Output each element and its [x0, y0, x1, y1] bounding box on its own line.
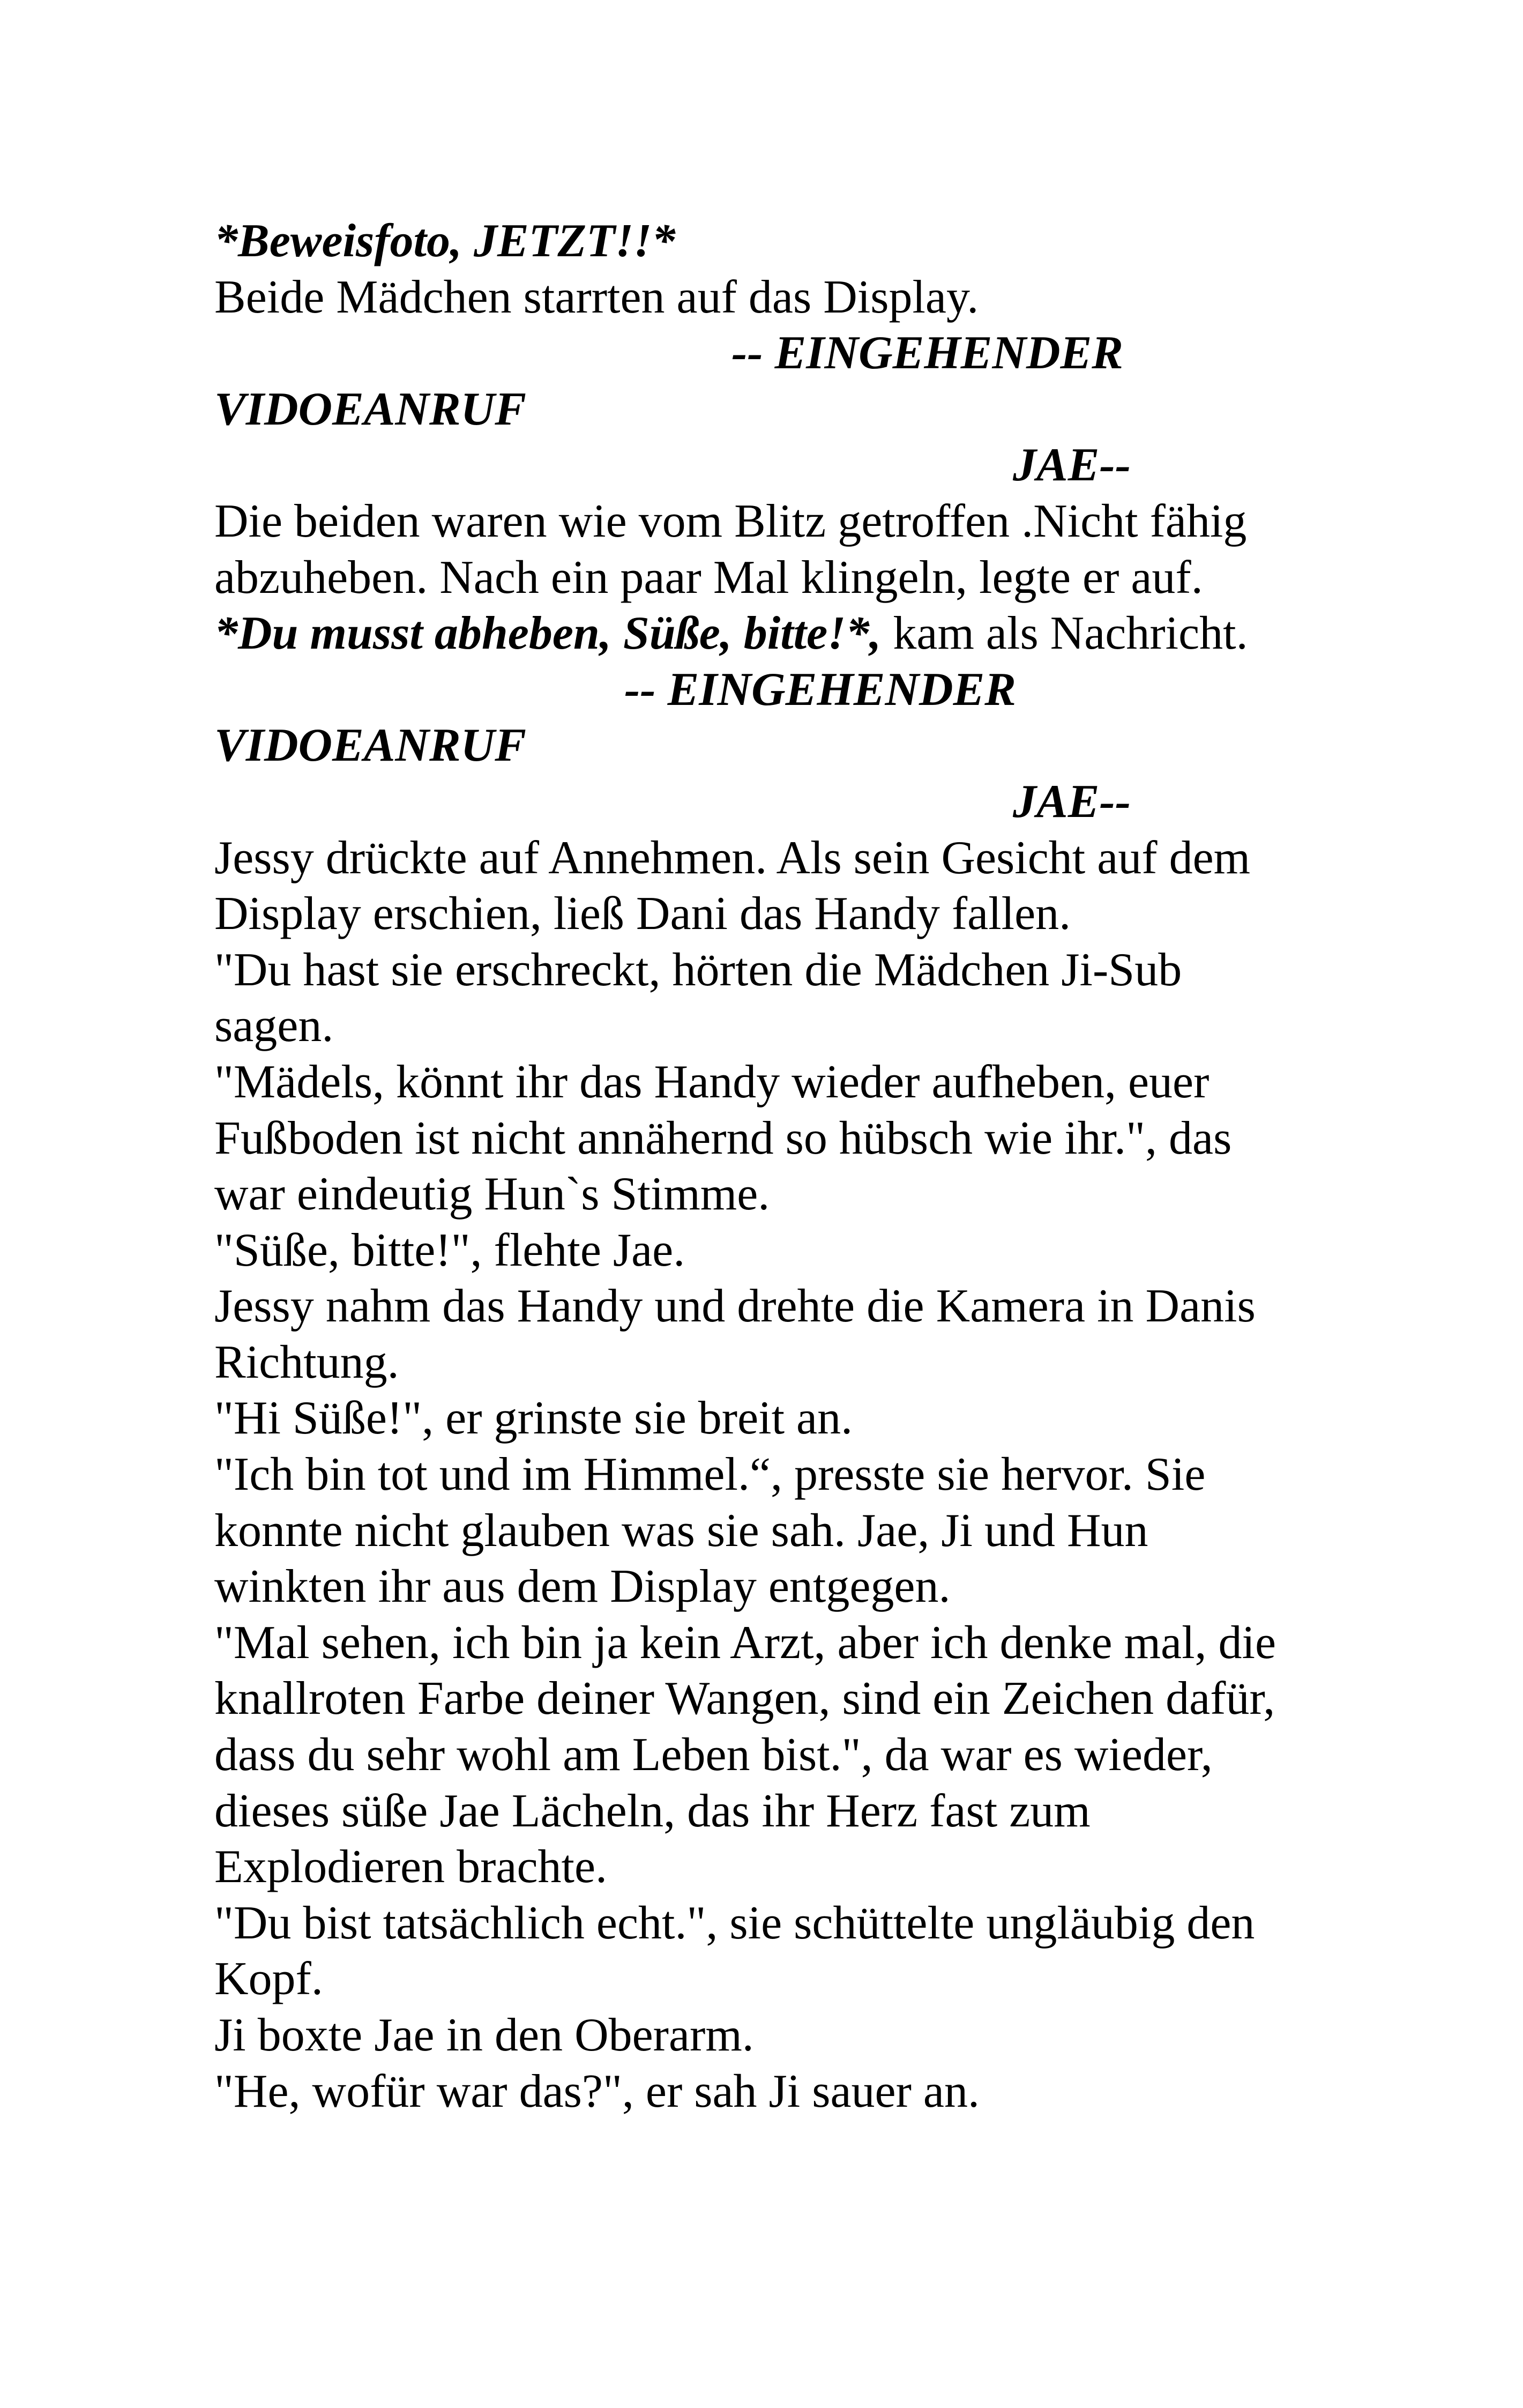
text-line — [214, 1447, 1329, 1503]
plain-text: Explodieren brachte. — [214, 1841, 608, 1893]
text-line — [214, 494, 1329, 550]
text-line — [214, 1054, 1329, 1111]
text-line — [214, 998, 1329, 1054]
text-line — [214, 1727, 1329, 1783]
plain-text: "Du bist tatsächlich echt.", sie schüttelte ungläubig den — [214, 1897, 1255, 1949]
bold-italic-text: JAE-- — [1013, 775, 1131, 828]
page-body — [214, 213, 1329, 2120]
plain-text: Fußboden ist nicht annähernd so hübsch wie ihr.", das — [214, 1112, 1232, 1164]
bold-italic-text: *Beweisfoto, JETZT!!* — [214, 215, 676, 267]
text-line — [214, 662, 1329, 718]
text-line — [214, 325, 1329, 382]
plain-text: Beide Mädchen starrten auf das Display. — [214, 271, 979, 323]
text-line — [214, 1896, 1329, 1952]
plain-text: Richtung. — [214, 1336, 399, 1388]
plain-text: "Du hast sie erschreckt, hörten die Mädchen Ji-Sub — [214, 943, 1182, 996]
text-line — [214, 270, 1329, 326]
text-line — [214, 1166, 1329, 1223]
text-line — [214, 1559, 1329, 1615]
plain-text: kam als Nachricht. — [881, 607, 1248, 660]
plain-text: konnte nicht glauben was sie sah. Jae, Ji und Hun — [214, 1504, 1148, 1557]
text-line — [214, 1783, 1329, 1840]
text-line — [214, 830, 1329, 887]
text-line — [214, 1279, 1329, 1335]
text-line — [214, 1671, 1329, 1727]
plain-text: war eindeutig Hun`s Stimme. — [214, 1168, 770, 1221]
bold-italic-text: VIDOEANRUF — [214, 719, 526, 772]
bold-italic-text: JAE-- — [1013, 439, 1131, 492]
plain-text: Jessy nahm das Handy und drehte die Kamera in Danis — [214, 1280, 1256, 1333]
plain-text: "Ich bin tot und im Himmel.“, presste sie hervor. Sie — [214, 1448, 1206, 1501]
text-line — [214, 886, 1329, 942]
text-line — [214, 437, 1329, 494]
plain-text: knallroten Farbe deiner Wangen, sind ein Zeichen dafür, — [214, 1673, 1275, 1725]
text-line — [214, 942, 1329, 999]
bold-italic-text: -- EINGEHENDER — [731, 327, 1123, 380]
text-line — [214, 774, 1329, 830]
text-line — [214, 382, 1329, 438]
plain-text: Jessy drückte auf Annehmen. Als sein Gesicht auf dem — [214, 831, 1251, 884]
text-line — [214, 718, 1329, 774]
plain-text: "Süße, bitte!", flehte Jae. — [214, 1224, 685, 1276]
text-line — [214, 606, 1329, 662]
plain-text: Ji boxte Jae in den Oberarm. — [214, 2009, 754, 2061]
bold-italic-text: VIDOEANRUF — [214, 383, 526, 435]
bold-italic-text: -- EINGEHENDER — [624, 663, 1016, 716]
plain-text: abzuheben. Nach ein paar Mal klingeln, legte er auf. — [214, 551, 1203, 604]
text-line — [214, 1503, 1329, 1559]
plain-text: Kopf. — [214, 1953, 323, 2005]
plain-text: dieses süße Jae Lächeln, das ihr Herz fast zum — [214, 1785, 1091, 1837]
plain-text: dass du sehr wohl am Leben bist.", da war es wieder, — [214, 1729, 1213, 1781]
text-line — [214, 1615, 1329, 1671]
plain-text: winkten ihr aus dem Display entgegen. — [214, 1560, 951, 1613]
text-line — [214, 1111, 1329, 1167]
text-line — [214, 1951, 1329, 2008]
text-line — [214, 1335, 1329, 1391]
text-line — [214, 1839, 1329, 1896]
plain-text: Die beiden waren wie vom Blitz getroffen .Nicht fähig — [214, 495, 1247, 547]
plain-text: Display erschien, ließ Dani das Handy fallen. — [214, 888, 1071, 940]
text-line — [214, 2064, 1329, 2120]
plain-text: sagen. — [214, 1000, 334, 1052]
bold-italic-text: *Du musst abheben, Süße, bitte!*, — [214, 607, 882, 660]
plain-text: "Hi Süße!", er grinste sie breit an. — [214, 1392, 853, 1445]
text-line — [214, 550, 1329, 606]
plain-text: "Mal sehen, ich bin ja kein Arzt, aber ich denke mal, die — [214, 1616, 1276, 1669]
plain-text: "He, wofür war das?", er sah Ji sauer an. — [214, 2065, 980, 2117]
text-line — [214, 2008, 1329, 2064]
text-line — [214, 1391, 1329, 1447]
text-line — [214, 1223, 1329, 1279]
plain-text: "Mädels, könnt ihr das Handy wieder aufheben, euer — [214, 1056, 1210, 1108]
text-line — [214, 213, 1329, 270]
